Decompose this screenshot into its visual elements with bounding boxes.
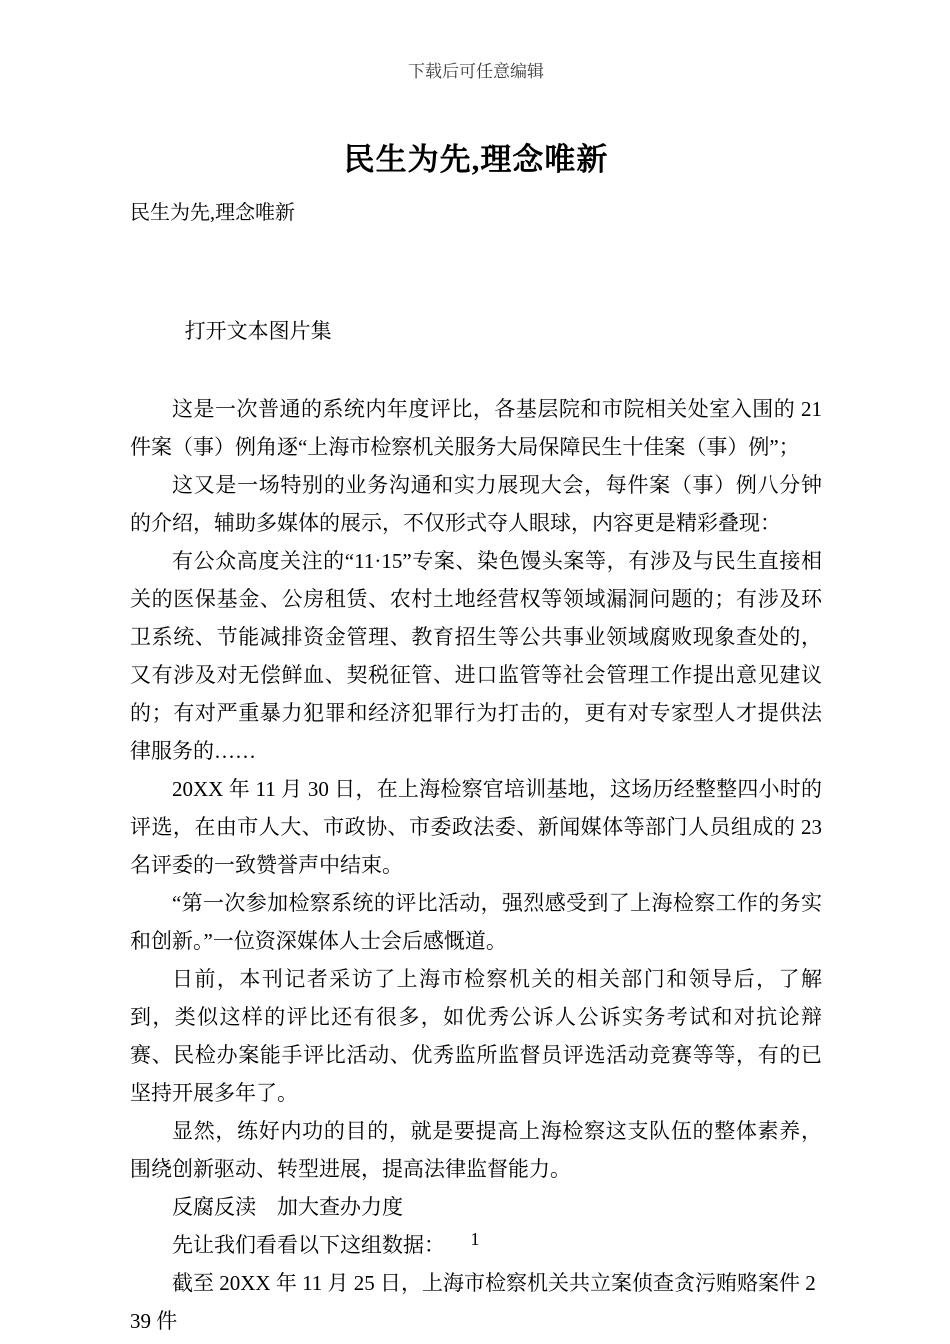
paragraph: “第一次参加检察系统的评比活动，强烈感受到了上海检察工作的务实和创新。”一位资深媒体人士会后感慨道。	[130, 891, 822, 953]
body-text	[130, 390, 822, 1340]
paragraph: 这是一次普通的系统内年度评比，各基层院和市院相关处室入围的 21 件案（事）例角逐“上海市检察机关服务大局保障民生十佳案（事）例”；	[130, 397, 822, 459]
lead-in-line: 先让我们看看以下这组数据：	[172, 1233, 445, 1257]
image-set-caption: 打开文本图片集	[184, 319, 332, 343]
paragraph: 显然，练好内功的目的，就是要提高上海检察这支队伍的整体素养，围绕创新驱动、转型进展，提高法律监督能力。	[130, 1119, 822, 1181]
paragraph: 日前，本刊记者采访了上海市检察机关的相关部门和领导后，了解到，类似这样的评比还有很多，如优秀公诉人公诉实务考试和对抗论辩赛、民检办案能手评比活动、优秀监所监督员评选活动竞赛等等，有的已坚持开展多年了。	[130, 967, 822, 1105]
page-number: 1	[470, 1229, 480, 1249]
statistics-line: 截至 20XX 年 11 月 25 日，上海市检察机关共立案侦查贪污贿赂案件 239 件	[130, 1271, 816, 1333]
paragraph: 这又是一场特别的业务沟通和实力展现大会，每件案（事）例八分钟的介绍，辅助多媒体的展示，不仅形式夺人眼球，内容更是精彩叠现：	[130, 473, 822, 535]
document-title: 民生为先,理念唯新	[343, 142, 609, 177]
section-heading-line: 反腐反渎 加大查办力度	[172, 1195, 403, 1219]
document-subtitle: 民生为先,理念唯新	[130, 202, 295, 224]
edit-note: 下载后可任意编辑	[408, 62, 544, 81]
paragraph: 有公众高度关注的“11·15”专案、染色馒头案等，有涉及与民生直接相关的医保基金、公房租赁、农村土地经营权等领域漏洞问题的；有涉及环卫系统、节能减排资金管理、教育招生等公共事业领域腐败现象查处的，又有涉及对无偿鲜血、契税征管、进口监管等社会管理工作提出意见建议的；有对严重暴力犯罪和经济犯罪行为打击的，更有对专家型人才提供法律服务的……	[130, 549, 822, 763]
paragraph: 20XX 年 11 月 30 日，在上海检察官培训基地，这场历经整整四小时的评选，在由市人大、市政协、市委政法委、新闻媒体等部门人员组成的 23 名评委的一致赞誉声中结束。	[130, 777, 822, 877]
